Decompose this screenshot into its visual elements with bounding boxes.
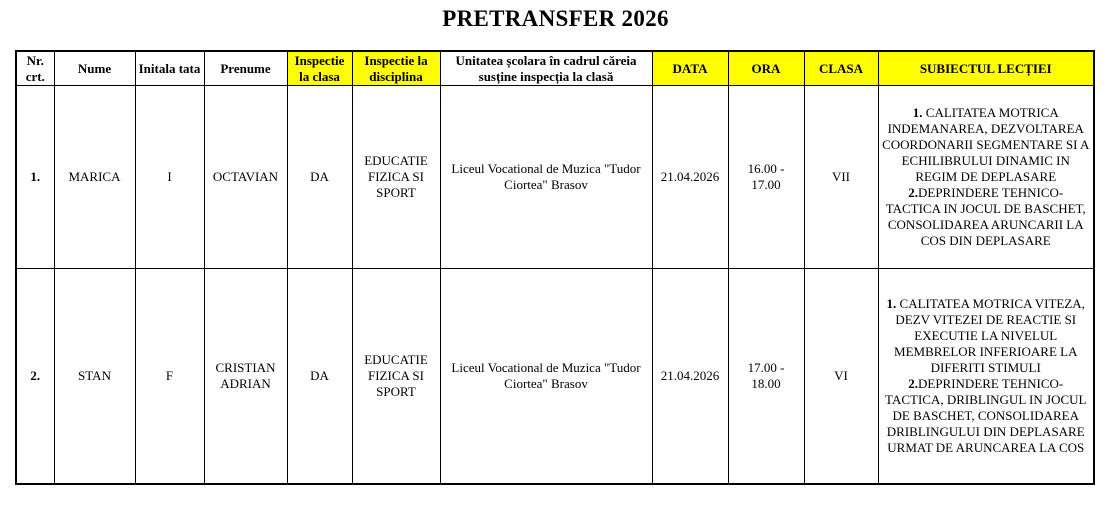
cell-data: 21.04.2026 (652, 86, 728, 269)
cell-nume: MARICA (54, 86, 135, 269)
cell-ora: 16.00 - 17.00 (728, 86, 804, 269)
pretransfer-table (15, 50, 1095, 485)
cell-subiect (878, 269, 1094, 485)
header-row (16, 51, 1094, 86)
header-nr: Nr. crt. (16, 51, 54, 86)
cell-subiect (878, 86, 1094, 269)
subiect-1-text: CALITATEA MOTRICA VITEZA, DEZV VITEZEI DE REACTIE SI EXECUTIE LA NIVELUL MEMBRELOR INFERIOARE LA DIFERITI STIMULI (894, 296, 1085, 375)
subiect-2-text: DEPRINDERE TEHNICO-TACTICA, DRIBLINGUL IN JOCUL DE BASCHET, CONSOLIDAREA DRIBLINGULUI DIN DEPLASARE URMAT DE ARUNCAREA LA COS (885, 376, 1087, 455)
header-data: DATA (652, 51, 728, 86)
subiect-1-number: 1. (912, 105, 923, 120)
header-initiala: Initala tata (135, 51, 204, 86)
cell-inspectie-disciplina: EDUCATIE FIZICA SI SPORT (352, 269, 440, 485)
cell-inspectie-clasa: DA (287, 269, 352, 485)
cell-initiala: I (135, 86, 204, 269)
subiect-1-text: CALITATEA MOTRICA INDEMANAREA, DEZVOLTAREA COORDONARII SEGMENTARE SI A ECHILIBRULUI DINAMIC IN REGIM DE DEPLASARE (882, 105, 1090, 184)
cell-inspectie-clasa: DA (287, 86, 352, 269)
table-row (16, 86, 1094, 269)
header-prenume: Prenume (204, 51, 287, 86)
cell-initiala: F (135, 269, 204, 485)
header-clasa: CLASA (804, 51, 878, 86)
header-nume: Nume (54, 51, 135, 86)
cell-nume: STAN (54, 269, 135, 485)
cell-inspectie-disciplina: EDUCATIE FIZICA SI SPORT (352, 86, 440, 269)
header-inspectie-disciplina: Inspectie la disciplina (352, 51, 440, 86)
header-unitatea: Unitatea școlara în cadrul căreia susține inspecția la clasă (440, 51, 652, 86)
cell-unitatea: Liceul Vocational de Muzica "Tudor Ciortea" Brasov (440, 86, 652, 269)
header-subiect: SUBIECTUL LECȚIEI (878, 51, 1094, 86)
page-title: PRETRANSFER 2026 (442, 6, 669, 31)
cell-data: 21.04.2026 (652, 269, 728, 485)
cell-clasa: VII (804, 86, 878, 269)
cell-ora: 17.00 - 18.00 (728, 269, 804, 485)
cell-prenume: OCTAVIAN (204, 86, 287, 269)
header-ora: ORA (728, 51, 804, 86)
subiect-2-number: 2. (908, 185, 918, 200)
subiect-2-text: DEPRINDERE TEHNICO-TACTICA IN JOCUL DE BASCHET, CONSOLIDAREA ARUNCARII LA COS DIN DEPLASARE (885, 185, 1086, 248)
subiect-2-number: 2. (908, 376, 918, 391)
cell-nr: 1. (16, 86, 54, 269)
cell-prenume: CRISTIAN ADRIAN (204, 269, 287, 485)
subiect-1-number: 1. (886, 296, 897, 311)
cell-nr: 2. (16, 269, 54, 485)
header-inspectie-clasa: Inspectie la clasa (287, 51, 352, 86)
table-row (16, 269, 1094, 485)
cell-clasa: VI (804, 269, 878, 485)
cell-unitatea: Liceul Vocational de Muzica "Tudor Ciortea" Brasov (440, 269, 652, 485)
